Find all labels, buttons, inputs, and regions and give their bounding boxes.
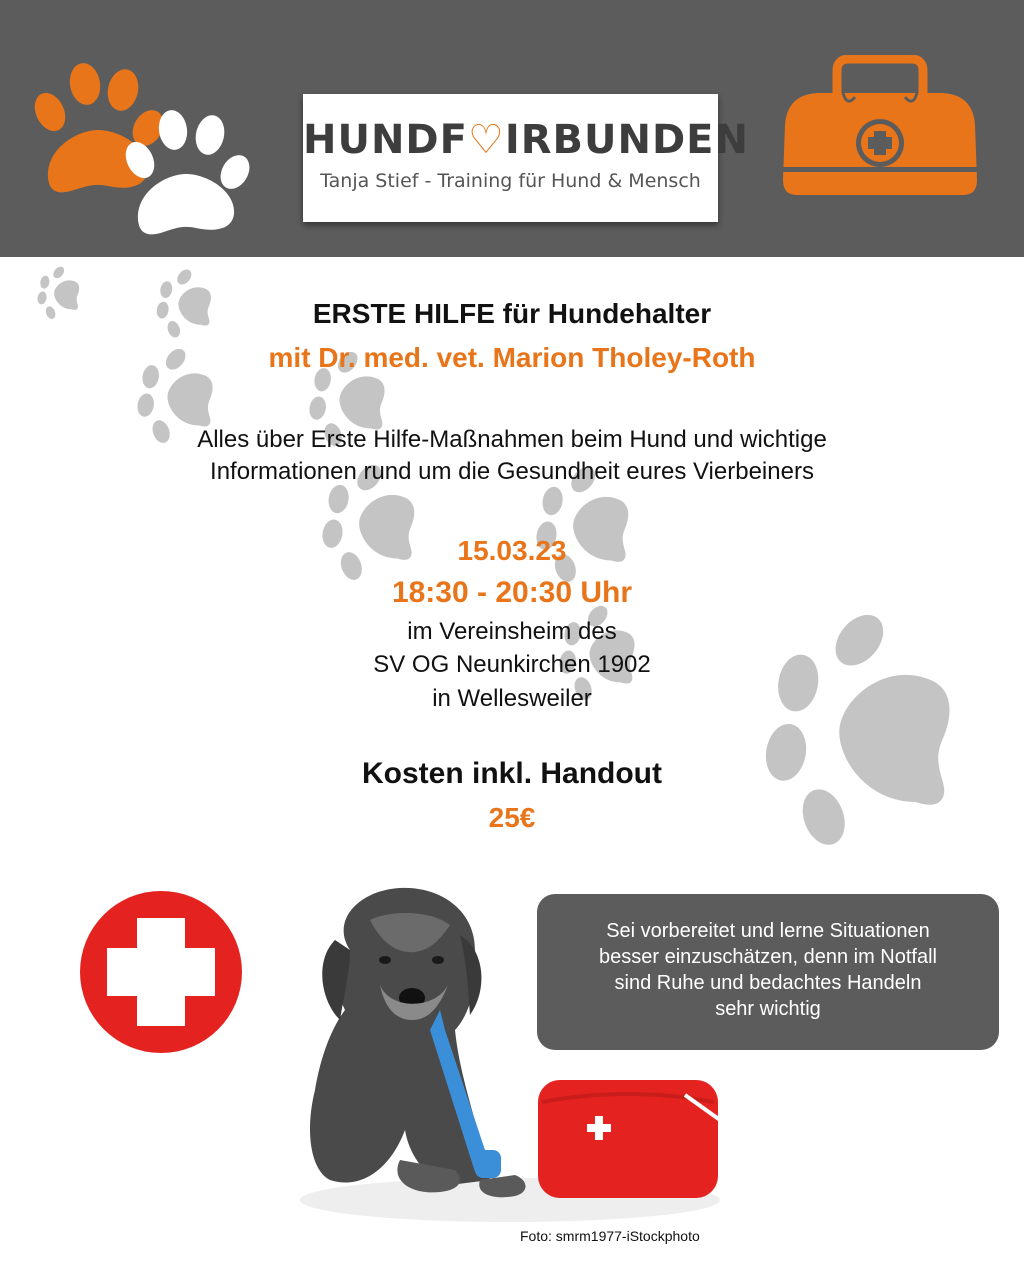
first-aid-kit-illustration xyxy=(538,1080,720,1198)
logo-title: HUNDF♡IRBUNDEN xyxy=(303,117,749,163)
event-location-line1: im Vereinsheim des xyxy=(407,618,617,645)
event-description-line2: Informationen rund um die Gesundheit eures Vierbeiners xyxy=(210,458,814,485)
event-location-line2: SV OG Neunkirchen 1902 xyxy=(373,651,651,678)
callout-line1: Sei vorbereitet und lerne Situationen xyxy=(606,920,930,942)
event-location-line3: in Wellesweiler xyxy=(432,685,592,712)
heart-logo-icon: ♡ xyxy=(467,117,505,163)
photo-credit: Foto: smrm1977-iStockphoto xyxy=(520,1228,700,1244)
callout-line2: besser einzuschätzen, denn im Notfall xyxy=(599,946,937,968)
event-title: ERSTE HILFE für Hundehalter xyxy=(312,298,712,329)
callout-text xyxy=(557,918,979,1022)
callout-line3: sind Ruhe und bedachtes Handeln xyxy=(614,972,922,994)
event-description-line1: Alles über Erste Hilfe-Maßnahmen beim Hund und wichtige xyxy=(197,426,827,453)
callout-line4: sehr wichtig xyxy=(715,998,821,1020)
event-speaker: mit Dr. med. vet. Marion Tholey-Roth xyxy=(268,342,756,373)
red-cross-icon xyxy=(79,890,243,1054)
cost-label: Kosten inkl. Handout xyxy=(362,757,662,790)
cost-value: 25€ xyxy=(488,802,536,833)
event-time: 18:30 - 20:30 Uhr xyxy=(391,576,633,609)
info-callout xyxy=(537,894,999,1050)
logo-subtitle: Tanja Stief - Training für Hund & Mensch xyxy=(320,170,701,192)
event-date: 15.03.23 xyxy=(457,535,567,566)
